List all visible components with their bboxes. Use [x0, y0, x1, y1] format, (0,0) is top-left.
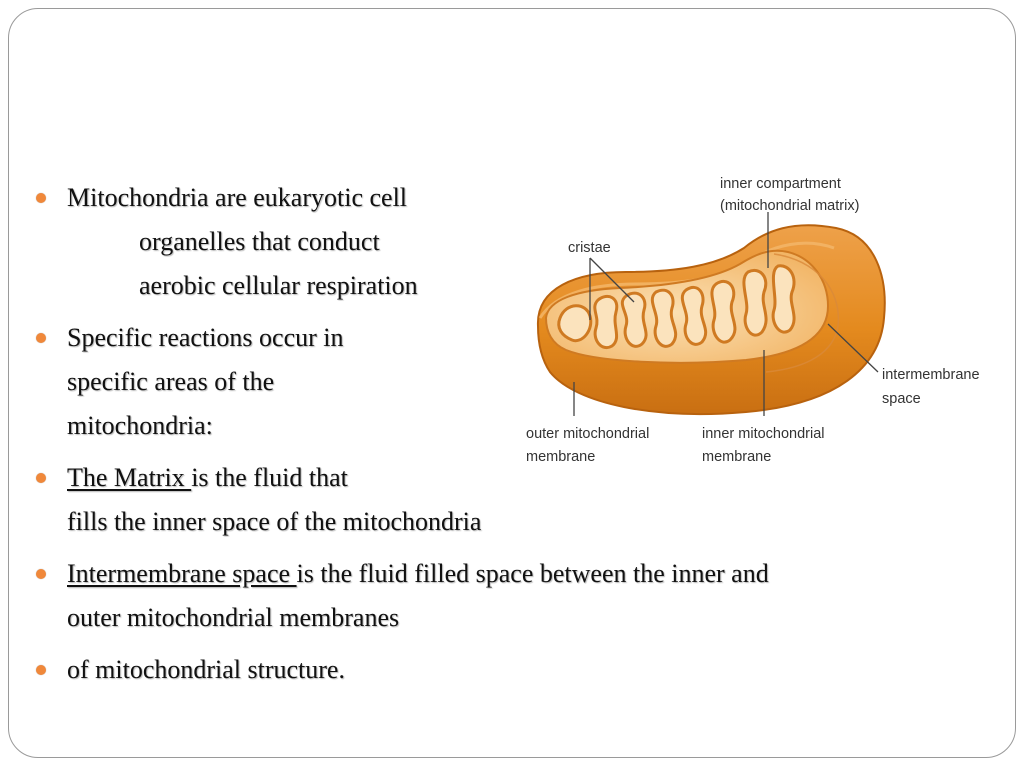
bullet-dot — [36, 333, 46, 343]
label-inner-membrane-2: membrane — [702, 449, 772, 465]
label-outer-membrane-2: membrane — [526, 449, 596, 465]
bullet-line: Mitochondria are eukaryotic cell — [67, 183, 408, 212]
bullet-line: organelles that conduct — [139, 227, 380, 256]
mitochondrion-diagram — [516, 168, 1016, 468]
bullet-dot — [36, 665, 46, 675]
bullet-line: specific areas of the — [67, 367, 275, 396]
bullet-line — [67, 552, 996, 596]
term-matrix: The Matrix — [67, 463, 192, 492]
bullet-line: mitochondria: — [67, 411, 213, 440]
label-space: space — [882, 391, 921, 407]
bullet-line: fills the inner space of the mitochondria — [67, 507, 482, 536]
bullet-line: Specific reactions occur in — [67, 323, 344, 352]
bullet-dot — [36, 473, 46, 483]
label-inner-membrane: inner mitochondrial — [702, 426, 825, 442]
label-inner-compartment: inner compartment — [720, 176, 841, 192]
bullet-structure — [36, 648, 996, 692]
label-cristae: cristae — [568, 240, 611, 256]
bullet-line: of mitochondrial structure. — [67, 655, 345, 684]
bullet-dot — [36, 193, 46, 203]
bullet-intermembrane-space — [36, 552, 996, 640]
intermembrane-definition: is the fluid filled space between the inner and — [296, 559, 769, 588]
bullet-matrix — [36, 456, 996, 544]
label-mitochondrial-matrix: (mitochondrial matrix) — [720, 198, 860, 214]
bullet-dot — [36, 569, 46, 579]
bullet-line: outer mitochondrial membranes — [67, 603, 400, 632]
term-intermembrane-space: Intermembrane space — [67, 559, 297, 588]
bullet-line: aerobic cellular respiration — [139, 271, 418, 300]
label-intermembrane: intermembrane — [882, 367, 980, 383]
label-outer-membrane: outer mitochondrial — [526, 426, 650, 442]
matrix-definition: is the fluid that — [191, 463, 348, 492]
